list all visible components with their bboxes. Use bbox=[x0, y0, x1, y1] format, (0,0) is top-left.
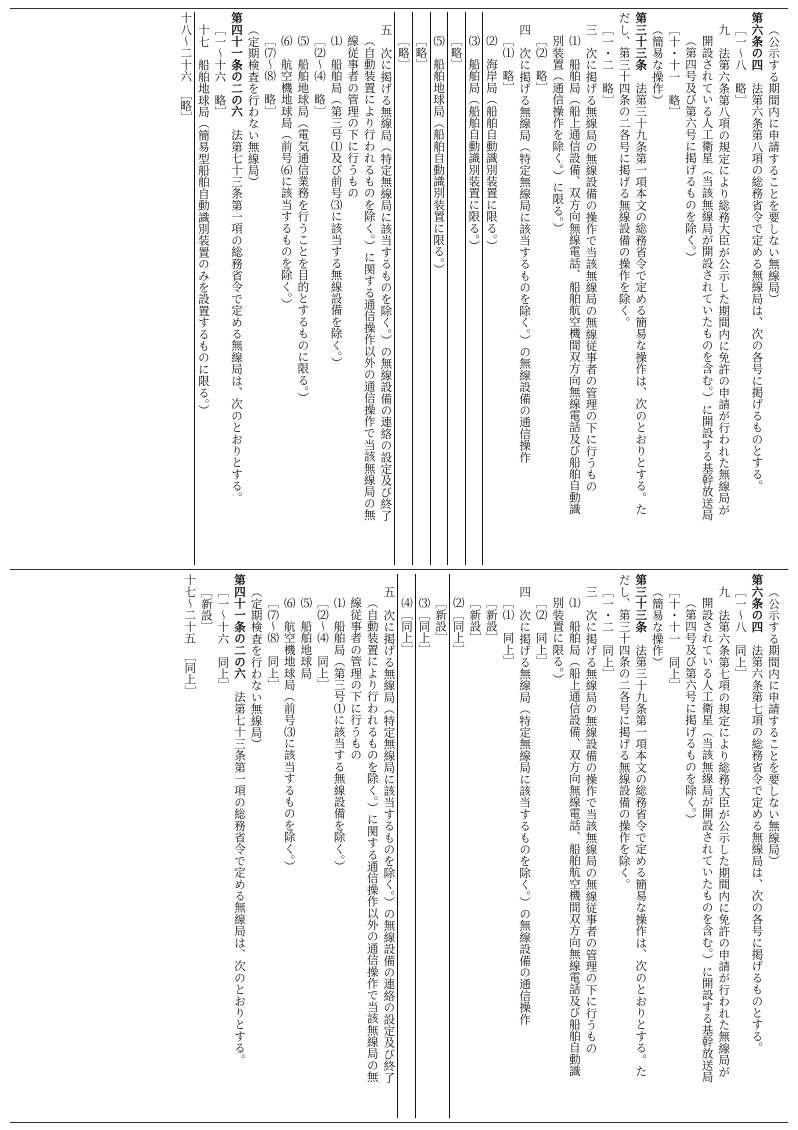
text-line bbox=[182, 574, 199, 1118]
line-text: 十七 船舶地球局（簡易型船舶自動識別装置のみを設置するものに限る。） bbox=[196, 23, 211, 416]
line-text: ［新設］ bbox=[484, 597, 499, 644]
text-line bbox=[517, 12, 534, 565]
text-line bbox=[682, 574, 699, 1118]
line-text: （自動装置により行われるものを除く。）に関する通信操作以外の通信操作で当該無線局の無 bbox=[365, 597, 380, 1083]
revised-text-column bbox=[178, 12, 782, 565]
text-line bbox=[198, 574, 215, 1118]
line-text: 法第六条第七項の総務省令で定める無線局は、次の各号に掲げるものとする。 bbox=[750, 632, 765, 1054]
line-text: ［一～八 同上］ bbox=[733, 585, 748, 680]
text-line bbox=[245, 12, 262, 565]
text-line bbox=[682, 12, 699, 565]
line-text: ⑴ 船舶局（第三号⑴及び前号⑶に該当する無線設備を除く。） bbox=[329, 35, 344, 369]
text-line bbox=[314, 574, 331, 1118]
line-text: 法第六条第八項の総務省令で定める無線局は、次の各号に掲げるものとする。 bbox=[750, 70, 765, 492]
line-text: 四 次に掲げる無線局（特定無線局に該当するものを除く。）の無線設備の通信操作 bbox=[518, 23, 533, 463]
line-text: ⑹ 航空機地球局（前号⑶に該当するものを除く。） bbox=[282, 597, 297, 873]
line-text: ［⑵～⑷ 同上］ bbox=[315, 597, 330, 691]
line-text: 法第三十九条第一項本文の総務省令で定める簡易な操作は、次のとおりとする。た bbox=[634, 70, 649, 516]
line-text: ⑴ 船舶局（第三号⑴に該当する無線設備を除く。） bbox=[332, 597, 347, 873]
text-line bbox=[381, 574, 398, 1118]
text-line bbox=[348, 574, 365, 1118]
line-text: ［新設］ bbox=[468, 597, 483, 644]
text-line bbox=[430, 12, 448, 565]
text-line bbox=[500, 574, 517, 1118]
line-text: ⑴ 船舶局（船上通信設備、双方向無線電話、船舶航空機間双方向無線電話及び船舶自動識 bbox=[567, 597, 582, 1077]
line-text: 別装置（通信操作を除く。）に限る。） bbox=[551, 35, 566, 235]
current-text-column bbox=[182, 574, 782, 1118]
line-text: 線従事者の管理の下に行うもの bbox=[349, 597, 364, 761]
text-line bbox=[364, 574, 381, 1118]
text-line bbox=[599, 12, 616, 565]
article-number: 第六条の四 bbox=[750, 574, 765, 633]
line-text: ［一・二 略］ bbox=[601, 23, 616, 106]
text-line bbox=[666, 574, 683, 1118]
line-text: （第四号及び第六号に掲げるものを除く。） bbox=[684, 35, 699, 264]
text-line bbox=[328, 12, 345, 565]
article-number: 第四十一条の二の六 bbox=[233, 574, 247, 680]
line-text: 九 法第六条第八項の規定により総務大臣が公示した期間内に免許の申請が行われた無線局が bbox=[717, 23, 732, 515]
line-text: 法第七十三条第一項の総務省令で定める無線局は、次のとおりとする。 bbox=[233, 679, 247, 1066]
line-text: ［十・十一 略］ bbox=[667, 23, 682, 118]
text-line bbox=[699, 574, 716, 1118]
line-text: 法第七十三条第一項の総務省令で定める無線局は、次のとおりとする。 bbox=[230, 117, 244, 504]
text-line bbox=[215, 574, 232, 1118]
text-line bbox=[415, 574, 433, 1118]
line-text: ［⑴ 略］ bbox=[501, 35, 516, 94]
line-text: ⑵ 海岸局（船舶自動識別装置に限る。） bbox=[484, 35, 499, 252]
top-border-rule bbox=[10, 8, 788, 9]
line-text: 開設されている人工衛星（当該無線局が開設されていたものを含む。）に開設する基幹放送局 bbox=[700, 597, 715, 1083]
middle-divider-rule bbox=[10, 569, 788, 570]
text-line bbox=[566, 574, 583, 1118]
text-line bbox=[331, 574, 348, 1118]
text-line bbox=[265, 574, 282, 1118]
line-text: ［⑺～⑻ 同上］ bbox=[266, 597, 281, 691]
line-text: ［新設］ bbox=[199, 585, 214, 633]
text-line bbox=[281, 574, 298, 1118]
text-line bbox=[616, 574, 633, 1118]
text-line bbox=[550, 12, 567, 565]
text-line bbox=[394, 12, 412, 565]
text-line bbox=[248, 574, 265, 1118]
text-line bbox=[194, 12, 212, 565]
line-text: 十八～二十六 ［略］ bbox=[179, 12, 194, 124]
line-text: ［一～八 略］ bbox=[733, 23, 748, 106]
text-line bbox=[765, 574, 782, 1118]
line-text: ［一～十六 略］ bbox=[213, 23, 228, 118]
line-text: （簡易な操作） bbox=[650, 23, 665, 106]
text-line bbox=[500, 12, 517, 565]
line-text: （第四号及び第六号に掲げるものを除く。） bbox=[684, 597, 699, 826]
text-line bbox=[231, 574, 248, 1118]
line-text: ［十・十一 同上］ bbox=[667, 585, 682, 691]
line-text: ［⑵ 同上］ bbox=[534, 597, 549, 668]
text-line bbox=[295, 12, 312, 565]
line-text: ［略］ bbox=[414, 35, 429, 71]
line-text: 三 次に掲げる無線局の無線設備の操作で当該無線局の無線従事者の管理の下に行うもの bbox=[584, 23, 599, 492]
line-text: ⑶［同上］ bbox=[417, 597, 432, 656]
text-line bbox=[633, 574, 650, 1118]
line-text: ［一・二 同上］ bbox=[601, 585, 616, 680]
line-text: 十七～二十五 ［同上］ bbox=[183, 574, 198, 697]
text-line bbox=[765, 12, 782, 565]
text-line bbox=[361, 12, 378, 565]
text-line bbox=[716, 12, 733, 565]
line-text: （自動装置により行われるものを除く。）に関する通信操作以外の通信操作で当該無線局の無 bbox=[362, 35, 377, 521]
line-text: 三 次に掲げる無線局の無線設備の操作で当該無線局の無線従事者の管理の下に行うもの bbox=[584, 585, 599, 1054]
line-text: 開設されている人工衛星（当該無線局が開設されていたものを含む。）に開設する基幹放送局 bbox=[700, 35, 715, 521]
text-line bbox=[533, 12, 550, 565]
line-text: ［⑴ 同上］ bbox=[501, 597, 516, 668]
line-text: 五 次に掲げる無線局（特定無線局に該当するものを除く。）の無線設備の連絡の設定及び終了 bbox=[382, 585, 397, 1083]
text-line bbox=[517, 574, 534, 1118]
text-line bbox=[749, 12, 766, 565]
line-text: ［略］ bbox=[449, 35, 464, 71]
text-line bbox=[732, 12, 749, 565]
line-text: 別装置に限る。） bbox=[551, 597, 566, 685]
text-line bbox=[311, 12, 328, 565]
text-line bbox=[666, 12, 683, 565]
line-text: ⑹ 航空機地球局（前号⑹に該当するものを除く。） bbox=[279, 35, 294, 311]
text-line bbox=[566, 12, 583, 565]
text-line bbox=[533, 574, 550, 1118]
line-text: 五 次に掲げる無線局（特定無線局に該当するものを除く。）の無線設備の連絡の設定及び終了 bbox=[379, 23, 394, 521]
article-number: 第三十三条 bbox=[634, 574, 649, 633]
text-line bbox=[550, 574, 567, 1118]
line-text: 九 法第六条第七項の規定により総務大臣が公示した期間内に免許の申請が行われた無線局が bbox=[717, 585, 732, 1077]
line-text: ⑷［同上］ bbox=[399, 597, 414, 656]
text-line bbox=[378, 12, 395, 565]
line-text: ⑸ 船舶地球局（電気通信業務を行うことを目的とするものに限る。） bbox=[296, 35, 311, 404]
text-line bbox=[433, 574, 450, 1118]
article-number: 第三十三条 bbox=[634, 12, 649, 71]
text-line bbox=[262, 12, 279, 565]
text-line bbox=[633, 12, 650, 565]
line-text: ⑶ 船舶局（船舶自動識別装置に限る。） bbox=[467, 35, 482, 252]
line-text: ⑸ 船舶地球局（船舶自動識別装置に限る。） bbox=[432, 35, 447, 275]
text-line bbox=[732, 574, 749, 1118]
text-line bbox=[345, 12, 362, 565]
text-line bbox=[749, 574, 766, 1118]
text-line bbox=[583, 574, 600, 1118]
article-number: 第四十一条の二の六 bbox=[230, 12, 244, 118]
revised-text-panel bbox=[10, 10, 788, 567]
current-text-panel bbox=[10, 572, 788, 1120]
line-text: （定期検査を行わない無線局） bbox=[246, 23, 261, 188]
line-text: （公示する期間内に申請することを要しない無線局） bbox=[767, 585, 781, 867]
line-text: ［⑵～⑷ 略］ bbox=[312, 35, 327, 117]
bottom-border-rule bbox=[10, 1122, 788, 1123]
line-text: だし、第三十四条の二各号に掲げる無線設備の操作を除く。 bbox=[617, 12, 632, 328]
text-line bbox=[412, 12, 430, 565]
text-line bbox=[447, 12, 465, 565]
line-text: だし、第三十四条の二各号に掲げる無線設備の操作を除く。 bbox=[617, 574, 632, 890]
line-text: ［一～十六 同上］ bbox=[216, 585, 231, 691]
text-line bbox=[467, 574, 484, 1118]
text-line bbox=[583, 12, 600, 565]
text-line bbox=[599, 574, 616, 1118]
text-line bbox=[616, 12, 633, 565]
line-text: 四 次に掲げる無線局（特定無線局に該当するものを除く。）の無線設備の通信操作 bbox=[518, 585, 533, 1025]
line-text: ⑴ 船舶局（船上通信設備、双方向無線電話、船舶航空機間双方向無線電話及び船舶自動識 bbox=[567, 35, 582, 515]
text-line bbox=[397, 574, 415, 1118]
text-line bbox=[716, 574, 733, 1118]
text-line bbox=[482, 12, 500, 565]
line-text: ［⑺～⑻ 略］ bbox=[263, 35, 278, 117]
line-text: （定期検査を行わない無線局） bbox=[249, 585, 264, 750]
line-text: 線従事者の管理の下に行うもの bbox=[346, 35, 361, 199]
text-line bbox=[449, 574, 467, 1118]
text-line bbox=[465, 12, 483, 565]
line-text: （公示する期間内に申請することを要しない無線局） bbox=[767, 23, 781, 305]
text-line bbox=[228, 12, 245, 565]
text-line bbox=[649, 12, 666, 565]
text-line bbox=[483, 574, 500, 1118]
line-text: ［略］ bbox=[396, 35, 411, 71]
line-text: ⑵［同上］ bbox=[451, 597, 466, 656]
text-line bbox=[649, 574, 666, 1118]
text-line bbox=[278, 12, 295, 565]
text-line bbox=[699, 12, 716, 565]
line-text: 法第三十九条第一項本文の総務省令で定める簡易な操作は、次のとおりとする。た bbox=[634, 632, 649, 1078]
line-text: ⑸ 船舶地球局 bbox=[299, 597, 314, 679]
line-text: （簡易な操作） bbox=[650, 585, 665, 668]
text-line bbox=[212, 12, 229, 565]
line-text: ［新設］ bbox=[434, 597, 449, 644]
article-number: 第六条の四 bbox=[750, 12, 765, 71]
line-text: ［⑵ 略］ bbox=[534, 35, 549, 94]
text-line bbox=[178, 12, 195, 565]
text-line bbox=[298, 574, 315, 1118]
